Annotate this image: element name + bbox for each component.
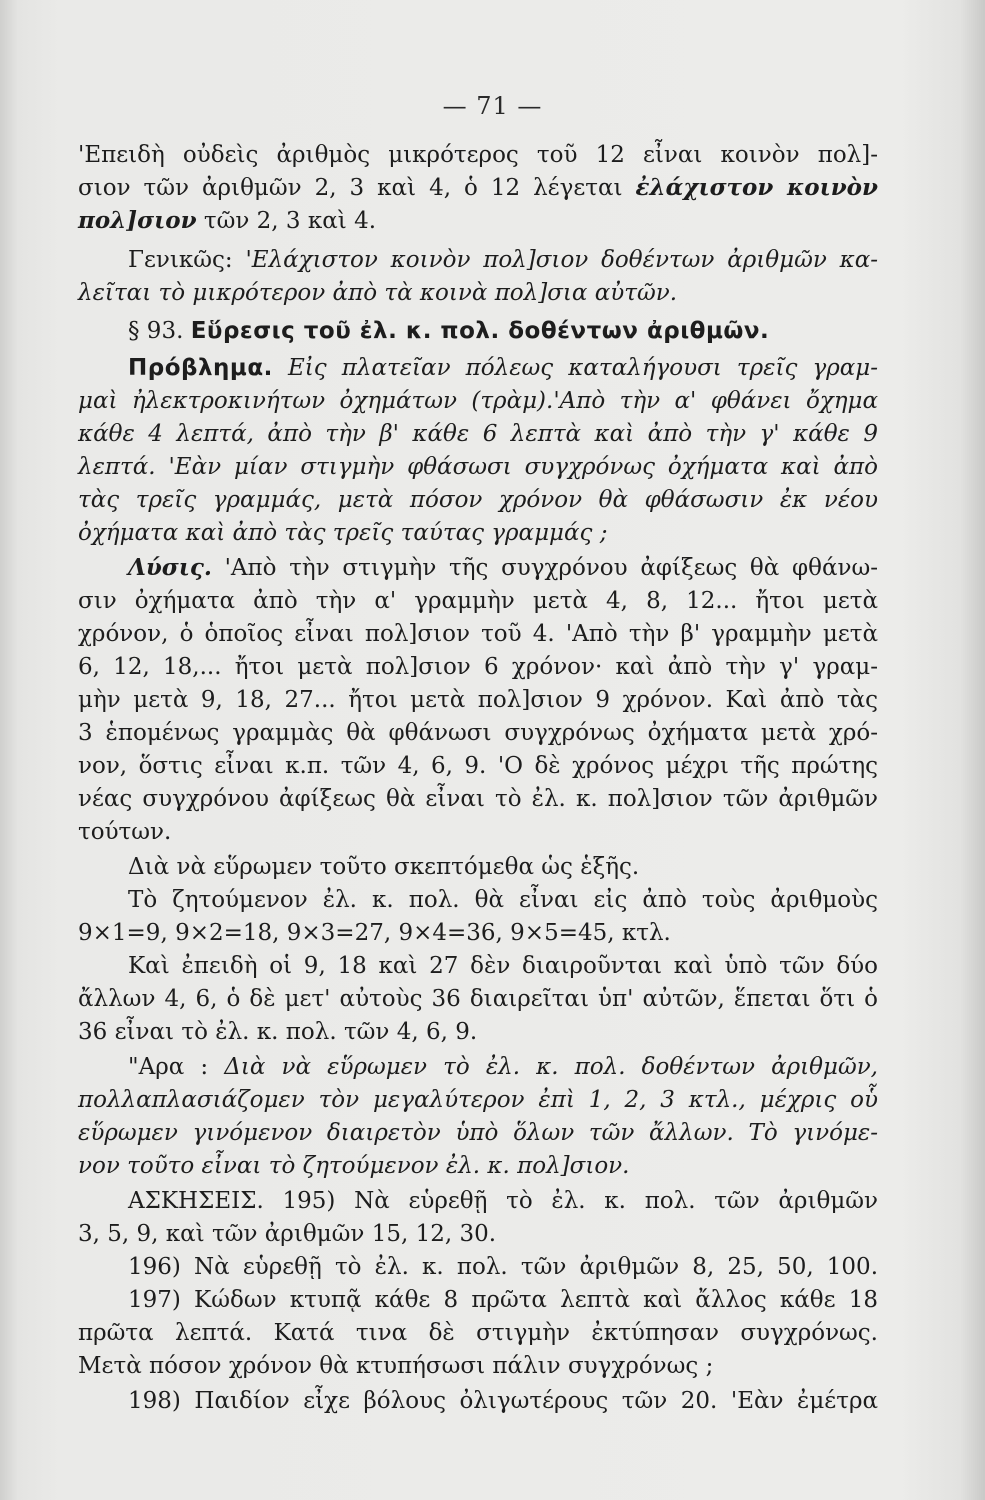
text-line: λεῖται τὸ μικρότερον ἀπὸ τὰ κοινὰ πολ]σια αὐτῶν.	[78, 280, 678, 306]
text-line: μὴν μετὰ 9, 18, 27... ἤτοι μετὰ πολ]σιον 9 χρόνον. Καὶ ἀπὸ τὰς	[78, 687, 878, 713]
rule-text: Διὰ νὰ εὕρωμεν τὸ ἐλ. κ. πολ. δοθέντων ἀριθμῶν,	[224, 1054, 878, 1080]
section-heading: § 93. Εὕρεσις τοῦ ἐλ. κ. πολ. δοθέντων ἀριθμῶν.	[128, 318, 770, 344]
text-line: Γενικῶς: 'Ελάχιστον κοινὸν πολ]σιον δοθέντων ἀριθμῶν κα-	[128, 247, 878, 273]
text-line: νον τοῦτο εἶναι τὸ ζητούμενον ἐλ. κ. πολ]σιον.	[78, 1153, 630, 1179]
text-line: πολλαπλασιάζομεν τὸν μεγαλύτερον ἐπὶ 1, 2, 3 κτλ., μέχρις οὗ	[78, 1087, 878, 1113]
text-line: σιον τῶν ἀριθμῶν 2, 3 καὶ 4, ὁ 12 λέγεται ἐλάχιστον κοινὸν	[78, 174, 878, 201]
exercise-line: Μετὰ πόσον χρόνον θὰ κτυπήσωσι πάλιν συγχρόνως ;	[78, 1353, 714, 1379]
text-line: χρόνον, ὁ ὁποῖος εἶναι πολ]σιον τοῦ 4. 'Απὸ τὴν β' γραμμὴν μετὰ	[78, 621, 878, 647]
text-line: τὰς τρεῖς γραμμάς, μετὰ πόσον χρόνον θὰ φθάσωσιν ἐκ νέου	[78, 487, 878, 513]
problem-label: Πρόβλημα.	[128, 355, 273, 381]
exercise-line: ΑΣΚΗΣΕΙΣ. 195) Νὰ εὑρεθῇ τὸ ἐλ. κ. πολ. τῶν ἀριθμῶν	[128, 1188, 878, 1214]
text-line: 3 ἑπομένως γραμμὰς θὰ φθάνωσι συγχρόνως ὀχήματα μετὰ χρό-	[78, 720, 878, 746]
exercise-line: 197) Κώδων κτυπᾷ κάθε 8 πρῶτα λεπτὰ καὶ ἄλλος κάθε 18	[128, 1287, 878, 1313]
solution-label: Λύσις.	[128, 554, 212, 581]
text-line: μαὶ ἠλεκτροκινήτων ὀχημάτων (τρὰμ).'Απὸ τὴν α' φθάνει ὄχημα	[78, 388, 878, 414]
text-line: 6, 12, 18,... ἤτοι μετὰ πολ]σιον 6 χρόνον· καὶ ἀπὸ τὴν γ' γραμ-	[78, 654, 878, 680]
text-line: κάθε 4 λεπτά, ἀπὸ τὴν β' κάθε 6 λεπτὰ καὶ ἀπὸ τὴν γ' κάθε 9	[78, 421, 878, 447]
definition-term: ἐλάχιστον κοινὸν	[635, 174, 878, 201]
exercise-line: 3, 5, 9, καὶ τῶν ἀριθμῶν 15, 12, 30.	[78, 1221, 497, 1247]
page-number: — 71 —	[442, 92, 543, 120]
text-line: ἄλλων 4, 6, ὁ δὲ μετ' αὐτοὺς 36 διαιρεῖται ὑπ' αὐτῶν, ἕπεται ὅτι ὁ	[78, 986, 878, 1012]
text-line: 36 εἶναι τὸ ἐλ. κ. πολ. τῶν 4, 6, 9.	[78, 1019, 478, 1045]
exercise-line: πρῶτα λεπτά. Κατά τινα δὲ στιγμὴν ἐκτύπησαν συγχρόνως.	[78, 1320, 878, 1346]
exercise-line: 196) Νὰ εὑρεθῇ τὸ ἐλ. κ. πολ. τῶν ἀριθμῶν 8, 25, 50, 100.	[128, 1254, 878, 1280]
text-line: Πρόβλημα. Εἰς πλατεῖαν πόλεως καταλήγουσι τρεῖς γραμ-	[128, 355, 878, 381]
text-line: 'Επειδὴ οὐδεὶς ἀριθμὸς μικρότερος τοῦ 12 εἶναι κοινὸν πολ]-	[78, 142, 878, 168]
definition-text: 'Ελάχιστον κοινὸν πολ]σιον δοθέντων ἀριθμῶν κα-	[245, 247, 878, 273]
text-line: "Αρα : Διὰ νὰ εὕρωμεν τὸ ἐλ. κ. πολ. δοθέντων ἀριθμῶν,	[128, 1054, 878, 1080]
text-line: νέας συγχρόνου ἀφίξεως θὰ εἶναι τὸ ἐλ. κ. πολ]σιον τῶν ἀριθμῶν	[78, 786, 878, 812]
section-title: Εὕρεσις τοῦ ἐλ. κ. πολ. δοθέντων ἀριθμῶν.	[190, 318, 770, 344]
text-line: Λύσις. 'Απὸ τὴν στιγμὴν τῆς συγχρόνου ἀφίξεως θὰ φθάνω-	[128, 554, 878, 581]
text-line: 9×1=9, 9×2=18, 9×3=27, 9×4=36, 9×5=45, κτλ.	[78, 920, 671, 946]
definition-term: πολ]σιον	[78, 207, 197, 234]
text-line: τούτων.	[78, 819, 172, 845]
text-line: νον, ὅστις εἶναι κ.π. τῶν 4, 6, 9. 'Ο δὲ χρόνος μέχρι τῆς πρώτης	[78, 753, 878, 779]
text-line: Καὶ ἐπειδὴ οἱ 9, 18 καὶ 27 δὲν διαιροῦνται καὶ ὑπὸ τῶν δύο	[128, 953, 878, 979]
text-line: Διὰ νὰ εὕρωμεν τοῦτο σκεπτόμεθα ὡς ἑξῆς.	[128, 854, 640, 880]
text-line: σιν ὀχήματα ἀπὸ τὴν α' γραμμὴν μετὰ 4, 8, 12... ἤτοι μετὰ	[78, 588, 878, 614]
text-line: λεπτά. 'Εὰν μίαν στιγμὴν φθάσωσι συγχρόνως ὀχήματα καὶ ἀπὸ	[78, 454, 878, 480]
exercise-line: 198) Παιδίον εἶχε βόλους ὀλιγωτέρους τῶν 20. 'Εὰν ἐμέτρα	[128, 1388, 878, 1414]
text-line: εὕρωμεν γινόμενον διαιρετὸν ὑπὸ ὅλων τῶν ἄλλων. Τὸ γινόμε-	[78, 1120, 878, 1146]
text-line: πολ]σιον τῶν 2, 3 καὶ 4.	[78, 207, 377, 234]
text-line: Τὸ ζητούμενον ἐλ. κ. πολ. θὰ εἶναι εἰς ἀπὸ τοὺς ἀριθμοὺς	[128, 887, 878, 913]
text-line: ὀχήματα καὶ ἀπὸ τὰς τρεῖς ταύτας γραμμάς ;	[78, 520, 608, 546]
